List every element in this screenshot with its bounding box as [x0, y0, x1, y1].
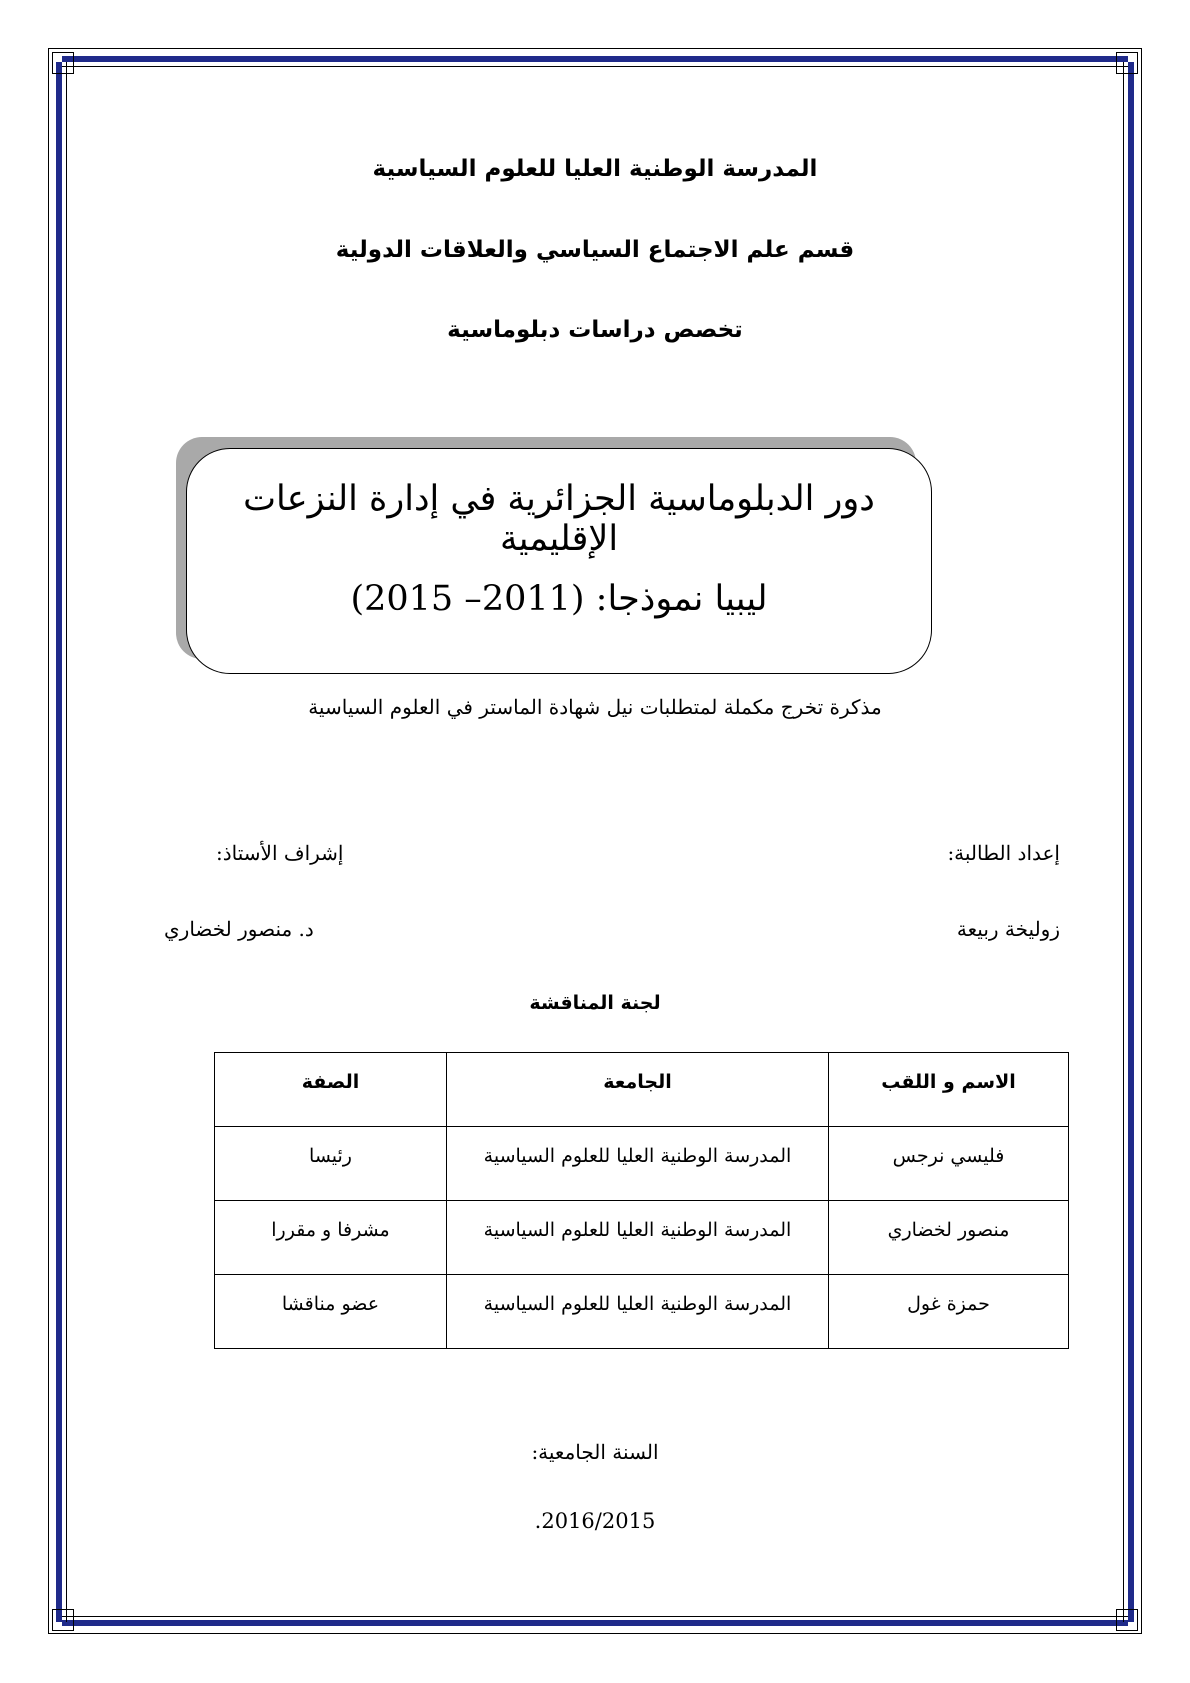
academic-year-label: السنة الجامعية: [531, 1440, 659, 1464]
member-name: حمزة غول [829, 1275, 1069, 1349]
member-name: فليسي نرجس [829, 1127, 1069, 1201]
table-header-row [215, 1053, 1069, 1127]
supervisor-name: د. منصور لخضاري [164, 917, 314, 941]
column-header-name: الاسم و اللقب [829, 1053, 1069, 1127]
member-role: عضو مناقشا [215, 1275, 447, 1349]
supervisor-label: إشراف الأستاذ: [216, 841, 344, 865]
specialty-name: تخصص دراسات دبلوماسية [447, 317, 743, 343]
degree-note: مذكرة تخرج مكملة لمتطلبات نيل شهادة الماستر في العلوم السياسية [308, 695, 882, 719]
committee-table [214, 1052, 1069, 1349]
member-university: المدرسة الوطنية العليا للعلوم السياسية [447, 1275, 829, 1349]
member-role: مشرفا و مقررا [215, 1201, 447, 1275]
student-label: إعداد الطالبة: [947, 841, 1060, 865]
column-header-role: الصفة [215, 1053, 447, 1127]
member-university: المدرسة الوطنية العليا للعلوم السياسية [447, 1201, 829, 1275]
academic-year-value: .2016/2015 [534, 1509, 656, 1533]
member-name: منصور لخضاري [829, 1201, 1069, 1275]
student-name: زوليخة ربيعة [956, 917, 1060, 941]
table-row [215, 1275, 1069, 1349]
committee-title: لجنة المناقشة [529, 992, 661, 1014]
thesis-title: دور الدبلوماسية الجزائرية في إدارة النزعات الإقليمية [243, 479, 875, 559]
column-header-university: الجامعة [447, 1053, 829, 1127]
table-row [215, 1127, 1069, 1201]
department-name: قسم علم الاجتماع السياسي والعلاقات الدولية [335, 237, 855, 263]
title-frame [186, 448, 932, 674]
thesis-subtitle: ليبيا نموذجا: (2011– 2015) [350, 579, 768, 619]
member-university: المدرسة الوطنية العليا للعلوم السياسية [447, 1127, 829, 1201]
table-row [215, 1201, 1069, 1275]
school-name: المدرسة الوطنية العليا للعلوم السياسية [372, 156, 818, 182]
member-role: رئيسا [215, 1127, 447, 1201]
